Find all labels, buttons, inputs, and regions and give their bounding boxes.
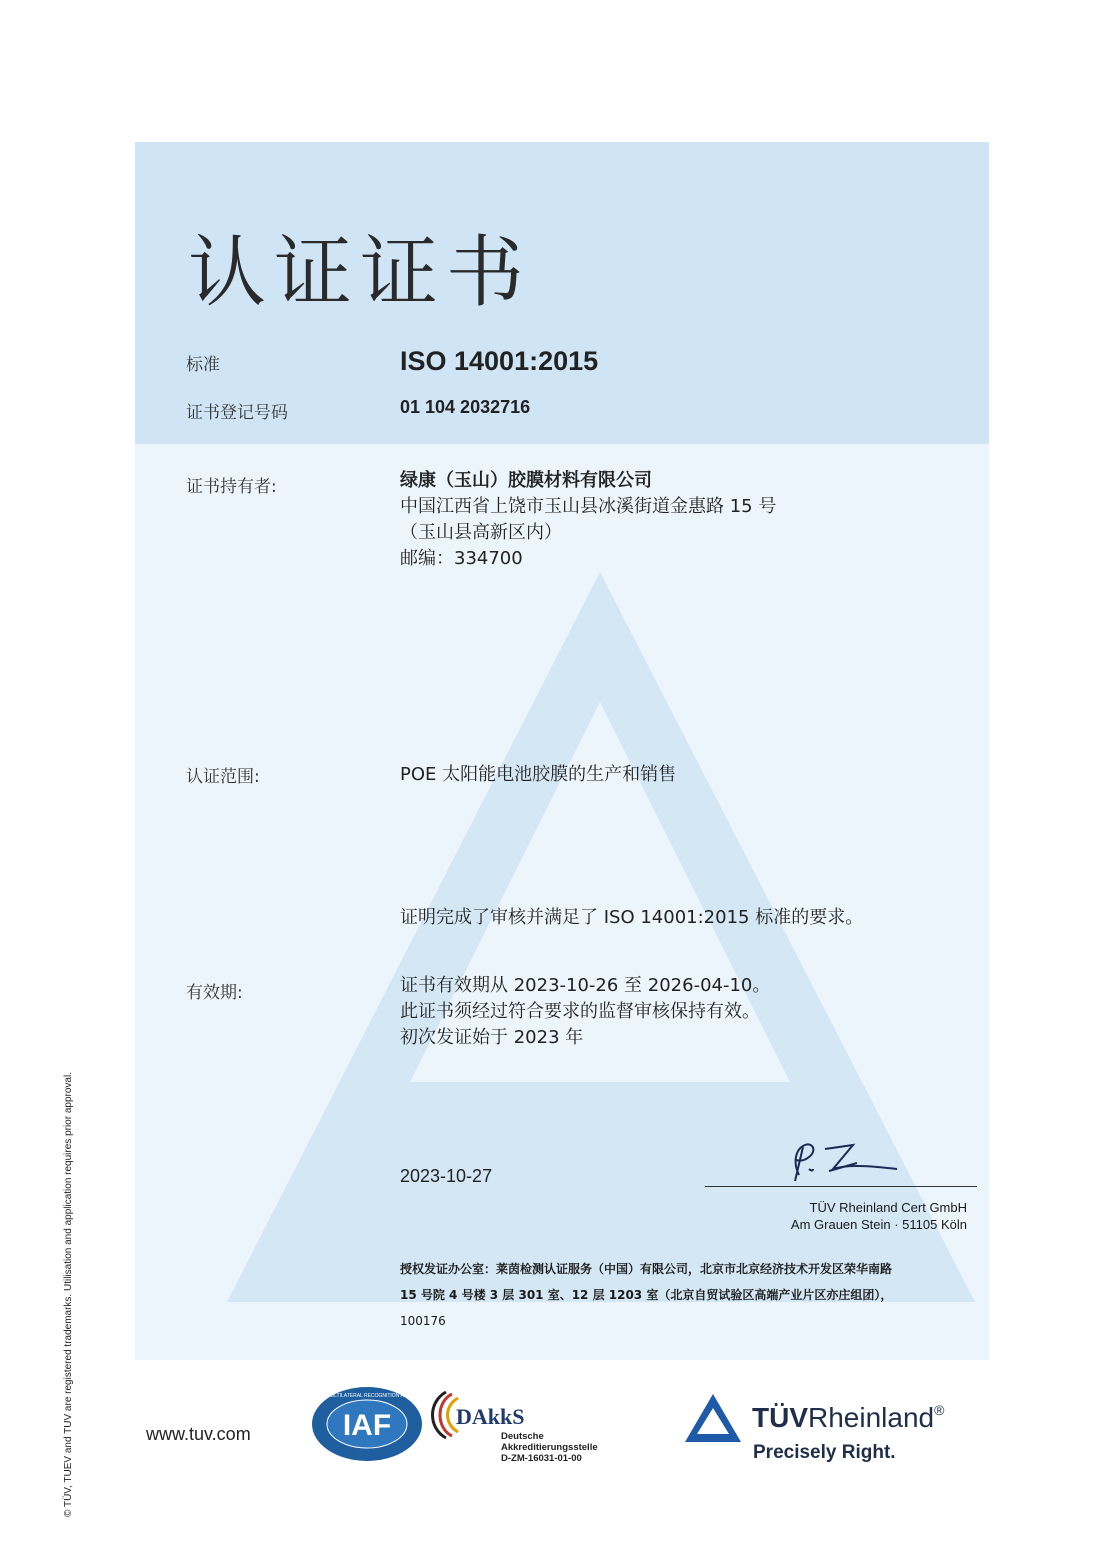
validity-label: 有效期: bbox=[186, 983, 243, 1003]
office-line2: 15 号院 4 号楼 3 层 301 室、12 层 1203 室（北京自贸试验区高端产业片区亦庄组团）， bbox=[400, 1288, 893, 1302]
issue-date: 2023-10-27 bbox=[400, 1166, 493, 1186]
office-line3: 100176 bbox=[400, 1314, 446, 1328]
registration-label: 证书登记号码 bbox=[186, 403, 288, 423]
holder-block bbox=[400, 468, 776, 572]
issuer-name: TÜV Rheinland Cert GmbH bbox=[809, 1200, 967, 1215]
tuv-rheinland-logo bbox=[752, 1402, 944, 1434]
scope-label: 认证范围: bbox=[186, 767, 260, 787]
tuv-registered: ® bbox=[934, 1402, 945, 1418]
signature-line bbox=[705, 1186, 977, 1187]
holder-address-line2: （玉山县高新区内） bbox=[400, 522, 562, 543]
dakks-name: DAkkS bbox=[456, 1404, 525, 1429]
validity-line1: 证书有效期从 2023-10-26 至 2026-04-10。 bbox=[400, 975, 771, 996]
holder-postcode: 邮编：334700 bbox=[400, 548, 523, 569]
dakks-line2: Akkreditierungsstelle bbox=[501, 1442, 598, 1453]
dakks-line3: D-ZM-16031-01-00 bbox=[501, 1453, 582, 1464]
tuv-bold: TÜV bbox=[752, 1402, 808, 1433]
certificate-title: 认证证书 bbox=[188, 228, 533, 318]
holder-label: 证书持有者: bbox=[186, 477, 277, 497]
validity-line3: 初次发证始于 2023 年 bbox=[400, 1027, 584, 1048]
tuv-triangle-logo-icon bbox=[683, 1392, 743, 1444]
validity-block bbox=[400, 973, 770, 1051]
holder-address-line1: 中国江西省上饶市玉山县冰溪街道金惠路 15 号 bbox=[400, 496, 777, 517]
tuv-slogan: Precisely Right. bbox=[753, 1442, 896, 1463]
website-link[interactable]: www.tuv.com bbox=[146, 1424, 251, 1444]
registration-number: 01 104 2032716 bbox=[400, 397, 531, 417]
tuv-rest: Rheinland bbox=[808, 1402, 935, 1433]
iaf-ring-text: MEMBER OF MULTILATERAL RECOGNITION ARRANGEMENT bbox=[294, 1393, 440, 1399]
dakks-line1: Deutsche bbox=[501, 1431, 544, 1442]
issuing-office bbox=[400, 1256, 985, 1334]
standard-label: 标准 bbox=[186, 355, 220, 375]
office-text: 莱茵检测认证服务（中国）有限公司，北京市北京经济技术开发区荣华南路 bbox=[496, 1262, 893, 1276]
signature-icon bbox=[785, 1135, 900, 1187]
dakks-caption bbox=[501, 1431, 598, 1464]
standard-value: ISO 14001:2015 bbox=[400, 346, 599, 376]
office-label: 授权发证办公室： bbox=[400, 1262, 497, 1276]
iaf-logo-icon bbox=[294, 1385, 440, 1463]
compliance-statement: 证明完成了审核并满足了 ISO 14001:2015 标准的要求。 bbox=[400, 907, 864, 928]
iaf-text: IAF bbox=[342, 1409, 392, 1442]
trademark-note: © TÜV, TUEV and TUV are registered trademarks. Utilisation and application requires prior approval. bbox=[63, 1072, 74, 1517]
validity-line2: 此证书须经过符合要求的监督审核保持有效。 bbox=[400, 1001, 760, 1022]
holder-name: 绿康（玉山）胶膜材料有限公司 bbox=[400, 470, 652, 491]
issuer-address: Am Grauen Stein · 51105 Köln bbox=[790, 1217, 967, 1232]
scope-value: POE 太阳能电池胶膜的生产和销售 bbox=[400, 764, 677, 785]
